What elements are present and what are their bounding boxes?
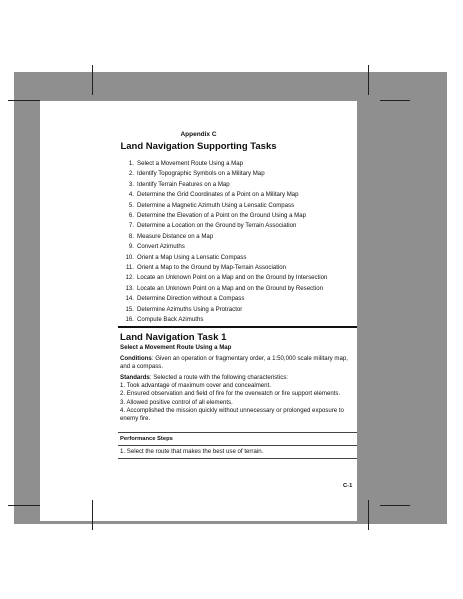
performance-steps-heading: Performance Steps	[120, 436, 173, 442]
crop-mark	[380, 505, 410, 506]
page-number: C-1	[343, 483, 353, 489]
task-list	[122, 159, 327, 326]
list-item: 3. Allowed positive control of all elements.	[120, 398, 233, 406]
crop-mark	[8, 505, 40, 506]
list-item: 1. Took advantage of maximum cover and concealment.	[120, 382, 271, 390]
crop-mark	[368, 65, 369, 95]
list-item: 5. Determine a Magnetic Azimuth Using a Lensatic Compass	[128, 201, 295, 209]
list-item: 9. Convert Azimuths	[128, 243, 185, 251]
list-item: 12. Locate an Unknown Point on a Map and on the Ground by Intersection	[125, 274, 328, 282]
task-subtitle: Select a Movement Route Using a Map	[120, 344, 232, 351]
conditions-paragraph: Conditions: Given an operation or fragmentary order, a 1:50,000 scale military map, and a compass.	[120, 355, 348, 371]
list-item: 16. Compute Back Azimuths	[125, 316, 204, 324]
crop-mark	[92, 500, 93, 530]
standards-intro: Standards: Selected a route with the following characteristics:	[120, 374, 289, 381]
list-item: 1. Select a Movement Route Using a Map	[128, 160, 244, 167]
crop-mark	[380, 100, 410, 101]
task-title: Land Navigation Task 1	[120, 332, 227, 343]
crop-mark	[368, 500, 369, 530]
list-item: 3. Identify Terrain Features on a Map	[128, 180, 230, 188]
list-item: 2. Ensured observation and field of fire for the overwatch or fire support elements.	[120, 390, 341, 398]
crop-mark	[8, 100, 40, 101]
list-item: 2. Identify Topographic Symbols on a Military Map	[128, 170, 265, 178]
performance-step: 1. Select the route that makes the best use of terrain.	[120, 448, 264, 455]
list-item: 14. Determine Direction without a Compass	[125, 295, 245, 303]
table-bottom-rule	[118, 458, 357, 459]
table-header-rule	[118, 445, 357, 446]
list-item: 4. Determine the Grid Coordinates of a Point on a Military Map	[128, 191, 299, 199]
crop-mark	[92, 65, 93, 95]
list-item: 10. Orient a Map Using a Lensatic Compass	[125, 253, 247, 261]
document-page	[40, 101, 357, 521]
list-item: 11. Orient a Map to the Ground by Map-Terrain Association	[125, 264, 287, 272]
list-item: 4. Accomplished the mission quickly without unnecessary or prolonged exposure to enemy fire.	[120, 406, 344, 423]
list-item: 8. Measure Distance on a Map	[128, 232, 214, 240]
list-item: 15. Determine Azimuths Using a Protractor	[125, 305, 243, 313]
page-title: Land Navigation Supporting Tasks	[120, 141, 277, 152]
table-top-rule	[118, 432, 357, 433]
list-item: 7. Determine a Location on the Ground by Terrain Association	[128, 222, 297, 230]
section-divider	[118, 326, 357, 328]
list-item: 13. Locate an Unknown Point on a Map and on the Ground by Resection	[125, 284, 323, 292]
standards-paragraph	[120, 374, 356, 423]
list-item: 6. Determine the Elevation of a Point on the Ground Using a Map	[128, 212, 307, 220]
appendix-label: Appendix C	[180, 131, 217, 138]
